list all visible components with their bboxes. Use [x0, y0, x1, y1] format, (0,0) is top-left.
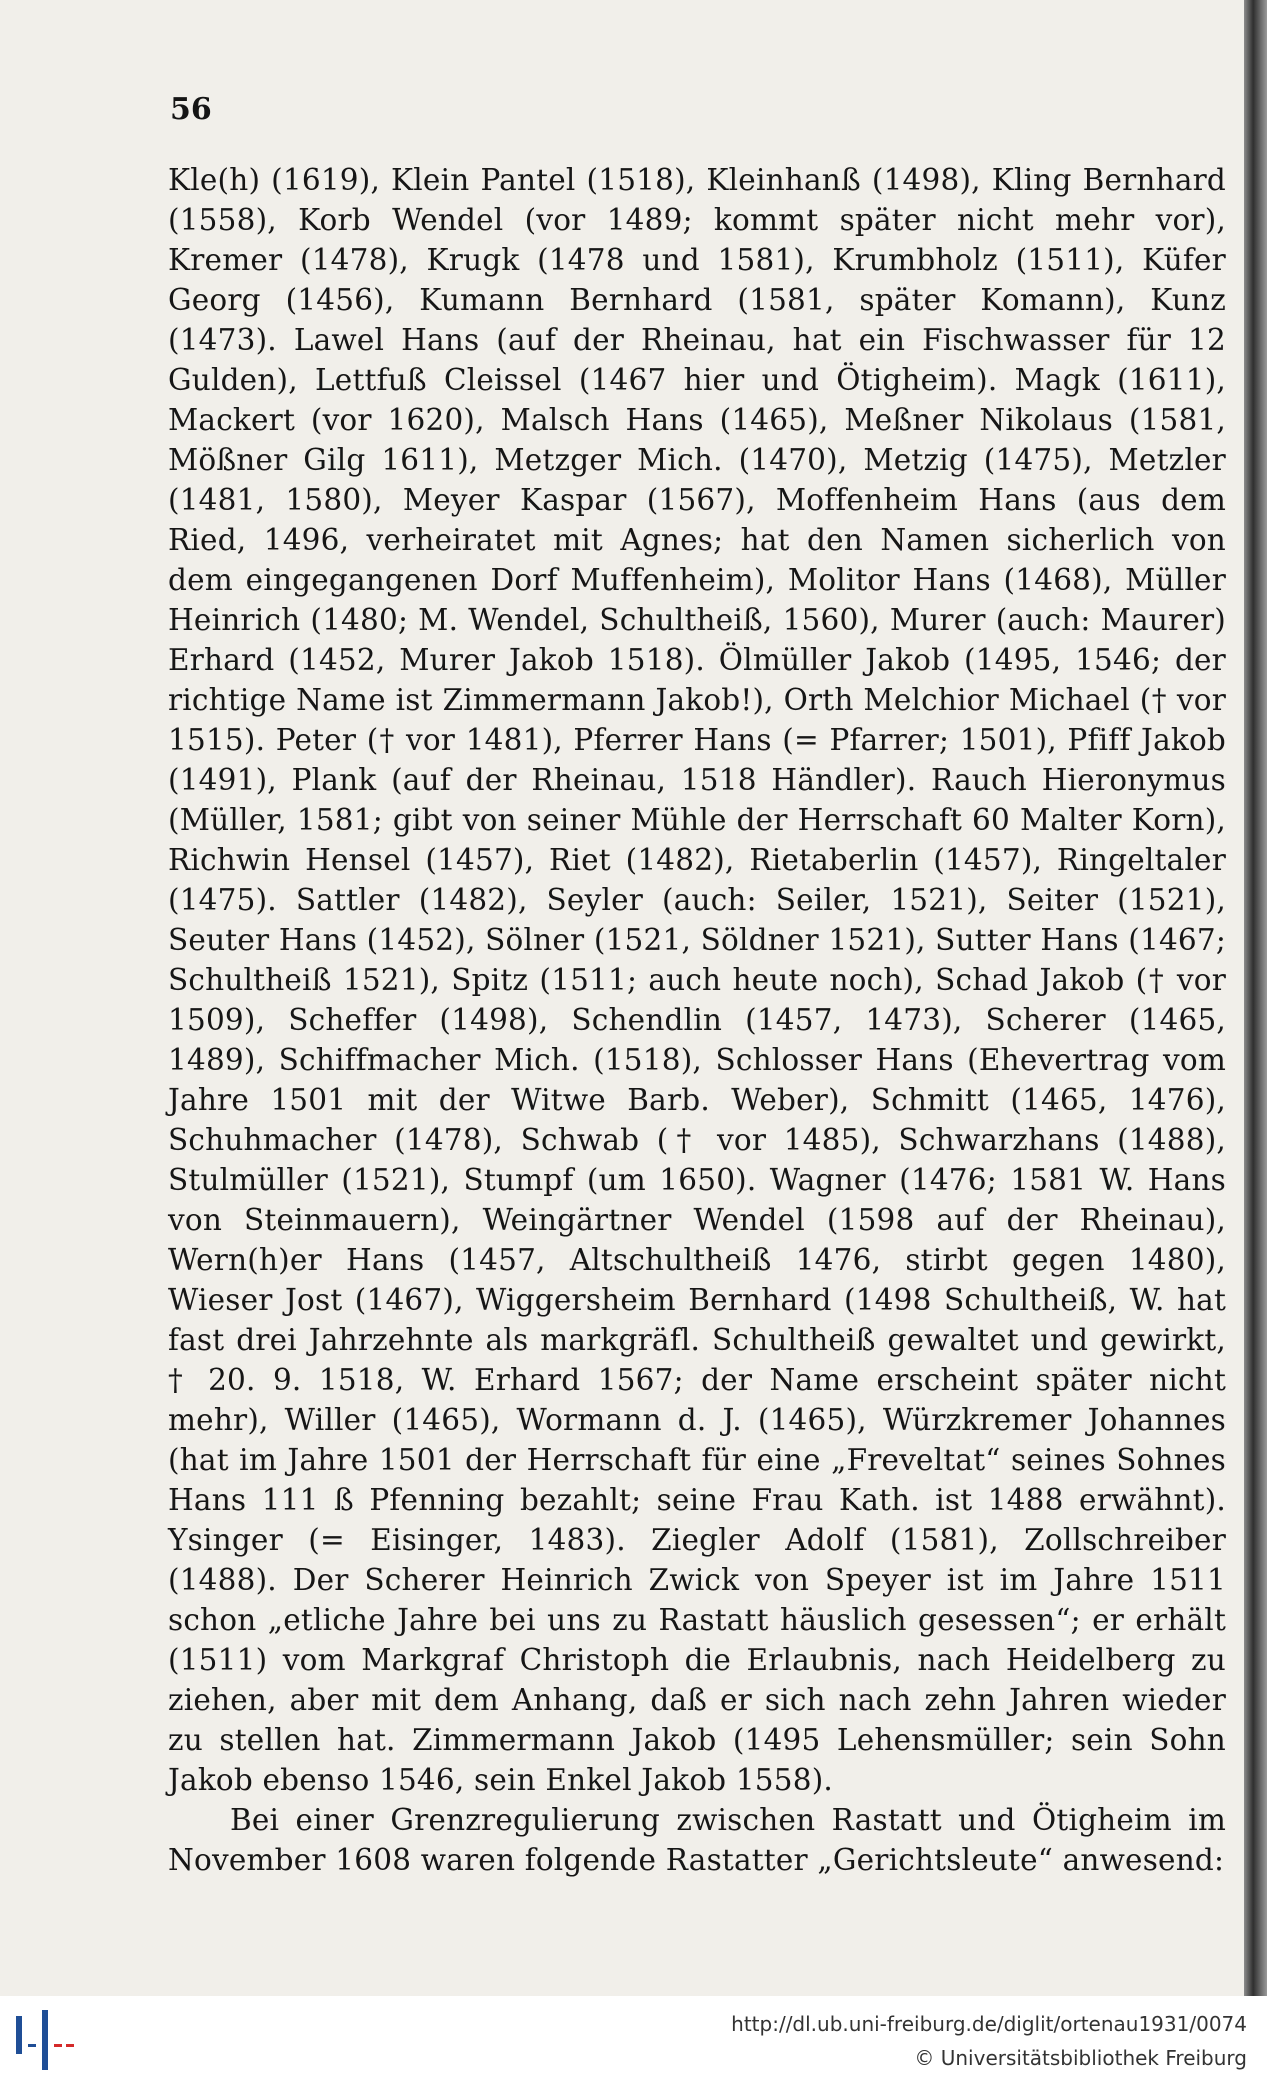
footer-bar [0, 1996, 1267, 2084]
page-number: 56 [170, 92, 212, 127]
paragraph-names-list: Kle(h) (1619), Klein Pantel (1518), Kleinhanß (1498), Kling Bernhard (1558), Korb Wendel (vor 1489; kommt später nicht mehr vor), Kremer (1478), Krugk (1478 und 1581), Krumbholz (1511), Küfer Georg (1456), Kumann Bernhard (1581, später Komann), Kunz (1473). Lawel Hans (auf der Rheinau, hat ein Fischwasser für 12 Gulden), Lettfuß Cleissel (1467 hier und Ötigheim). Magk (1611), Mackert (vor 1620), Malsch Hans (1465), Meßner Nikolaus (1581, Mößner Gilg 1611), Metzger Mich. (1470), Metzig (1475), Metzler (1481, 1580), Meyer Kaspar (1567), Moffenheim Hans (aus dem Ried, 1496, verheiratet mit Agnes; hat den Namen sicherlich von dem eingegangenen Dorf Muffenheim), Molitor Hans (1468), Müller Heinrich (1480; M. Wendel, Schultheiß, 1560), Murer (auch: Maurer) Erhard (1452, Murer Jakob 1518). Ölmüller Jakob (1495, 1546; der richtige Name ist Zimmermann Jakob!), Orth Melchior Michael († vor 1515). Peter († vor 1481), Pferrer Hans (= Pfarrer; 1501), Pfiff Jakob (1491), Plank (auf der Rheinau, 1518 Händler). Rauch Hieronymus (Müller, 1581; gibt von seiner Mühle der Herrschaft 60 Malter Korn), Richwin Hensel (1457), Riet (1482), Rietaberlin (1457), Ringeltaler (1475). Sattler (1482), Seyler (auch: Seiler, 1521), Seiter (1521), Seuter Hans (1452), Sölner (1521, Söldner 1521), Sutter Hans (1467; Schultheiß 1521), Spitz (1511; auch heute noch), Schad Jakob († vor 1509), Scheffer (1498), Schendlin (1457, 1473), Scherer (1465, 1489), Schiffmacher Mich. (1518), Schlosser Hans (Ehevertrag vom Jahre 1501 mit der Witwe Barb. Weber), Schmitt (1465, 1476), Schuhmacher (1478), Schwab († vor 1485), Schwarzhans (1488), Stulmüller (1521), Stumpf (um 1650). Wagner (1476; 1581 W. Hans von Steinmauern), Weingärtner Wendel (1598 auf der Rheinau), Wern(h)er Hans (1457, Altschultheiß 1476, stirbt gegen 1480), Wieser Jost (1467), Wiggersheim Bernhard (1498 Schultheiß, W. hat fast drei Jahrzehnte als markgräfl. Schultheiß gewaltet und gewirkt, † 20. 9. 1518, W. Erhard 1567; der Name erscheint später nicht mehr), Willer (1465), Wormann d. J. (1465), Würzkremer Johannes (hat im Jahre 1501 der Herrschaft für eine „Freveltat“ seines Sohnes Hans 111 ß Pfenning bezahlt; seine Frau Kath. ist 1488 erwähnt). Ysinger (= Eisinger, 1483). Ziegler Adolf (1581), Zollschreiber (1488). Der Scherer Heinrich Zwick von Speyer ist im Jahre 1511 schon „etliche Jahre bei uns zu Rastatt häuslich gesessen“; er erhält (1511) vom Markgraf Christoph die Erlaubnis, nach Heidelberg zu ziehen, aber mit dem Anhang, daß er sich nach zehn Jahren wieder zu stellen hat. Zimmermann Jakob (1495 Lehensmüller; sein Sohn Jakob ebenso 1546, sein Enkel Jakob 1558). [168, 163, 1226, 1797]
library-logo-icon [8, 2006, 80, 2076]
paragraph-border-regulation: Bei einer Grenzregulierung zwischen Rastatt und Ötigheim im November 1608 waren folgende Rastatter „Gerichtsleute“ anwesend: [168, 1803, 1226, 1877]
page-edge-shadow [1244, 0, 1267, 1996]
body-text [168, 160, 1226, 1880]
copyright-notice: © Universitätsbibliothek Freiburg [914, 2046, 1247, 2070]
source-url-link[interactable]: http://dl.ub.uni-freiburg.de/diglit/ortenau1931/0074 [731, 2012, 1247, 2036]
